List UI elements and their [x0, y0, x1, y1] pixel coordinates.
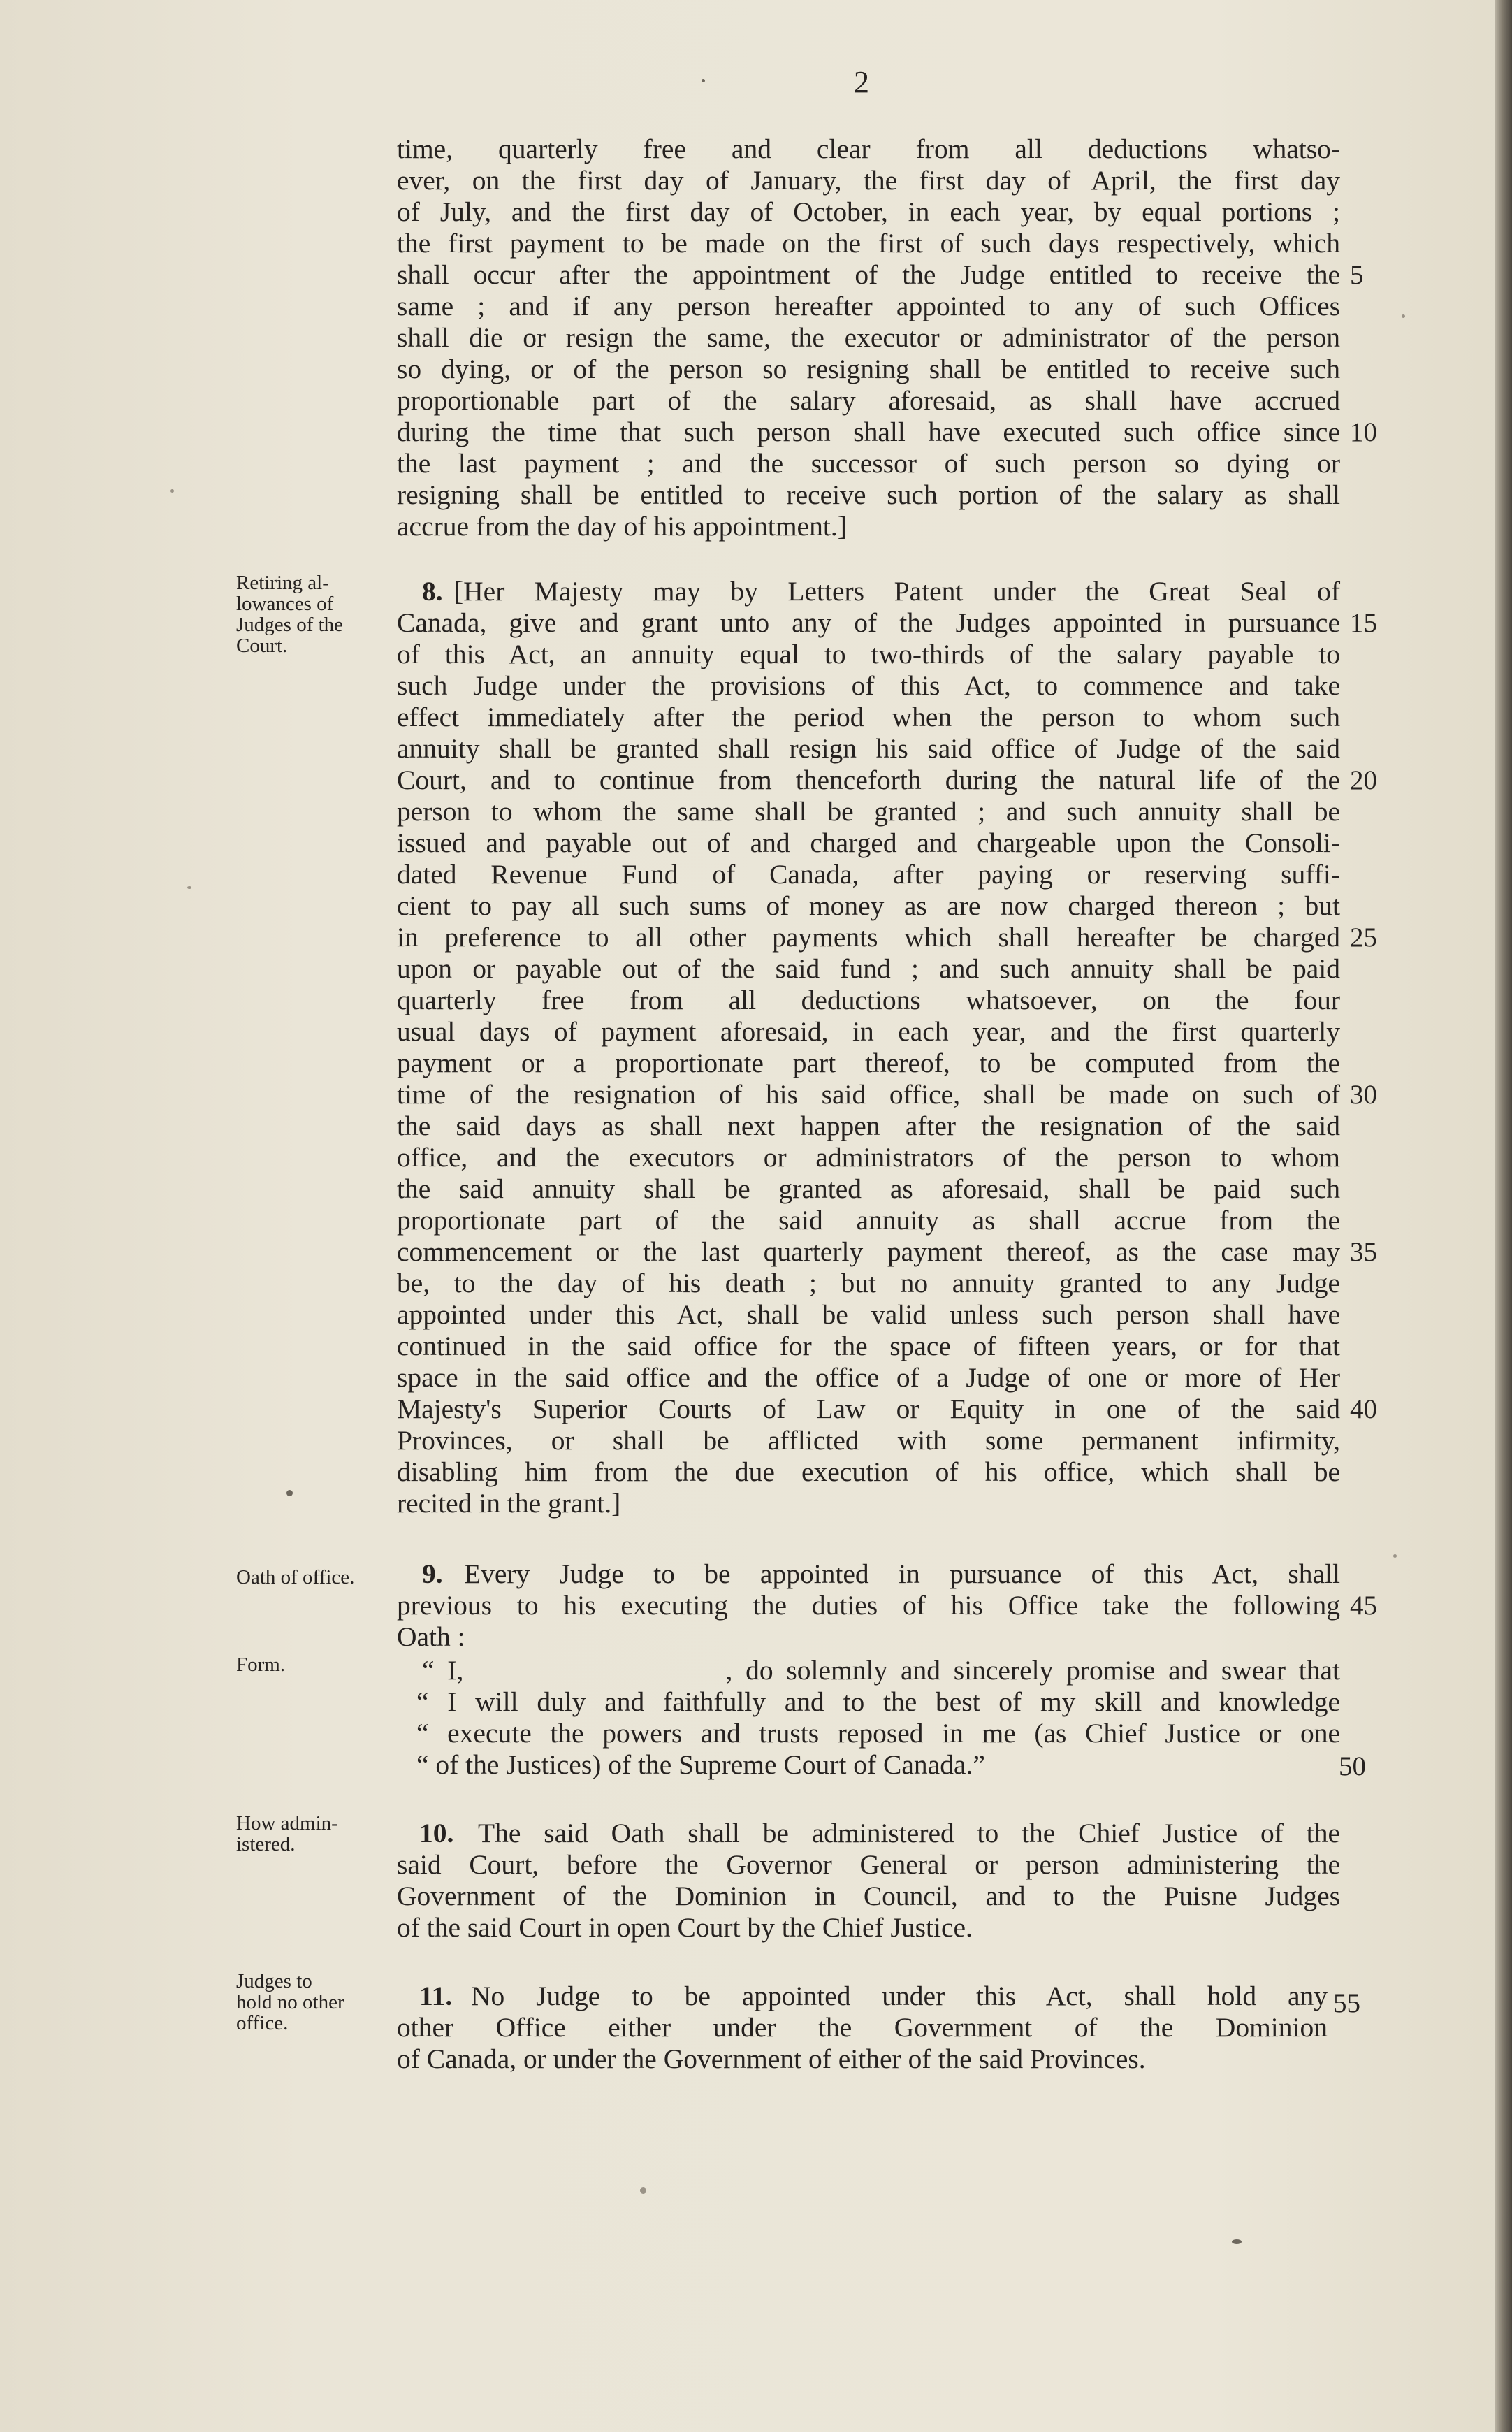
text-line: Court, and to continue from thenceforth during the natural life of the [397, 765, 1340, 795]
text-line: the first payment to be made on the first of such days respectively, which [397, 228, 1340, 259]
text-line: The said Oath shall be administered to the Chief Justice of the [478, 1818, 1340, 1848]
margin-note-line: istered. [236, 1833, 296, 1855]
line-number: 5 [1350, 260, 1364, 290]
line-number: 15 [1350, 608, 1377, 638]
text-line: time, quarterly free and clear from all deductions whatso- [397, 133, 1340, 164]
text-line: previous to his executing the duties of his Office take the following [397, 1590, 1340, 1621]
text-line: “ I will duly and faithfully and to the best of my skill and knowledge [416, 1686, 1340, 1717]
text-line: appointed under this Act, shall be valid unless such person shall have [397, 1299, 1340, 1330]
paper-speck [1393, 1554, 1397, 1558]
line-number: 55 [1333, 1988, 1360, 2018]
text-line: in preference to all other payments which shall hereafter be charged [397, 922, 1340, 953]
text-line: resigning shall be entitled to receive such portion of the salary as shall [397, 479, 1340, 510]
text-line: disabling him from the due execution of his office, which shall be [397, 1456, 1340, 1487]
text-line: of the said Court in open Court by the Chief Justice. [397, 1912, 973, 1943]
line-number: 25 [1350, 922, 1377, 953]
text-line: Government of the Dominion in Council, and to the Puisne Judges [397, 1881, 1340, 1911]
text-line: Provinces, or shall be afflicted with some permanent infirmity, [397, 1425, 1340, 1456]
text-line: of Canada, or under the Government of either of the said Provinces. [397, 2043, 1146, 2074]
margin-note-line: How admin- [236, 1812, 338, 1834]
text-line: such Judge under the provisions of this Act, to commence and take [397, 670, 1340, 701]
text-line: upon or payable out of the said fund ; and such annuity shall be paid [397, 953, 1340, 984]
book-spine-shadow [1495, 0, 1512, 2432]
text-line: payment or a proportionate part thereof, to be computed from the [397, 1048, 1340, 1078]
section-number: 11. [419, 1981, 453, 2011]
text-line: “ execute the powers and trusts reposed in me (as Chief Justice or one [416, 1718, 1340, 1749]
section-number: 8. [422, 576, 443, 607]
text-line: Majesty's Superior Courts of Law or Equity in one of the said [397, 1394, 1340, 1424]
text-line: No Judge to be appointed under this Act, shall hold any [471, 1981, 1328, 2011]
text-line: be, to the day of his death ; but no annuity granted to any Judge [397, 1268, 1340, 1298]
paper-speck [1402, 314, 1405, 318]
page-number: 2 [854, 65, 869, 99]
text-line: “ I, , do solemnly and sincerely promise and swear that [422, 1655, 1340, 1686]
paper-speck [702, 79, 705, 82]
text-line: shall occur after the appointment of the Judge entitled to receive the [397, 259, 1340, 290]
paper-speck [1232, 2239, 1242, 2244]
text-line: same ; and if any person hereafter appointed to any of such Offices [397, 291, 1340, 321]
text-line: of this Act, an annuity equal to two-thirds of the salary payable to [397, 639, 1340, 669]
text-line: person to whom the same shall be granted ; and such annuity shall be [397, 796, 1340, 827]
text-line: issued and payable out of and charged and chargeable upon the Consoli- [397, 827, 1340, 858]
margin-note-line: Court. [236, 635, 288, 657]
text-line: the said annuity shall be granted as aforesaid, shall be paid such [397, 1173, 1340, 1204]
line-number: 45 [1350, 1591, 1377, 1621]
text-line: [Her Majesty may by Letters Patent under the Great Seal of [454, 576, 1340, 607]
text-line: usual days of payment aforesaid, in each year, and the first quarterly [397, 1016, 1340, 1047]
text-line: proportionable part of the salary aforesaid, as shall have accrued [397, 385, 1340, 416]
margin-note-line: hold no other [236, 1991, 344, 2013]
margin-note-line: Judges to [236, 1970, 312, 1992]
paper-speck [170, 489, 174, 493]
text-line: effect immediately after the period when the person to whom such [397, 702, 1340, 732]
text-line: proportionate part of the said annuity as shall accrue from the [397, 1205, 1340, 1236]
line-number: 35 [1350, 1237, 1377, 1267]
text-line: ever, on the first day of January, the first day of April, the first day [397, 165, 1340, 196]
line-number: 50 [1339, 1751, 1366, 1781]
text-line: cient to pay all such sums of money as are now charged thereon ; but [397, 890, 1340, 921]
text-line: accrue from the day of his appointment.] [397, 511, 847, 542]
text-line: other Office either under the Government of the Dominion [397, 2012, 1328, 2043]
text-line: space in the said office and the office of a Judge of one or more of Her [397, 1362, 1340, 1393]
paper-speck [286, 1490, 293, 1496]
line-number: 30 [1350, 1080, 1377, 1110]
text-line: the said days as shall next happen after the resignation of the said [397, 1110, 1340, 1141]
margin-note-line: Retiring al- [236, 572, 329, 594]
text-line: Oath : [397, 1621, 465, 1652]
section-number: 9. [422, 1558, 443, 1589]
text-line: Canada, give and grant unto any of the Judges appointed in pursuance [397, 607, 1340, 638]
text-line: continued in the said office for the space of fifteen years, or for that [397, 1331, 1340, 1361]
text-line: said Court, before the Governor General or person administering the [397, 1849, 1340, 1880]
line-number: 10 [1350, 417, 1377, 447]
margin-note-line: office. [236, 2012, 289, 2034]
text-line: annuity shall be granted shall resign his said office of Judge of the said [397, 733, 1340, 764]
text-line: Every Judge to be appointed in pursuance of this Act, shall [464, 1558, 1340, 1589]
text-line: “ of the Justices) of the Supreme Court of Canada.” [416, 1749, 985, 1780]
text-line: shall die or resign the same, the executor or administrator of the person [397, 322, 1340, 353]
text-line: the last payment ; and the successor of such person so dying or [397, 448, 1340, 479]
text-line: during the time that such person shall have executed such office since [397, 417, 1340, 447]
line-number: 20 [1350, 765, 1377, 795]
margin-note-line: lowances of [236, 593, 334, 615]
line-number: 40 [1350, 1394, 1377, 1424]
margin-note-line: Form. [236, 1653, 286, 1676]
text-line: so dying, or of the person so resigning shall be entitled to receive such [397, 354, 1340, 384]
text-line: dated Revenue Fund of Canada, after paying or reserving suffi- [397, 859, 1340, 890]
text-line: time of the resignation of his said office, shall be made on such of [397, 1079, 1340, 1110]
margin-note-line: Judges of the [236, 614, 344, 636]
paper-speck [640, 2187, 646, 2194]
paper-speck [187, 886, 191, 889]
text-line: office, and the executors or administrators of the person to whom [397, 1142, 1340, 1173]
section-number: 10. [419, 1818, 454, 1848]
text-line: commencement or the last quarterly payment thereof, as the case may [397, 1236, 1340, 1267]
text-line: of July, and the first day of October, in each year, by equal portions ; [397, 196, 1340, 227]
margin-note-line: Oath of office. [236, 1566, 355, 1588]
text-line: quarterly free from all deductions whatsoever, on the four [397, 985, 1340, 1015]
text-line: recited in the grant.] [397, 1488, 621, 1519]
